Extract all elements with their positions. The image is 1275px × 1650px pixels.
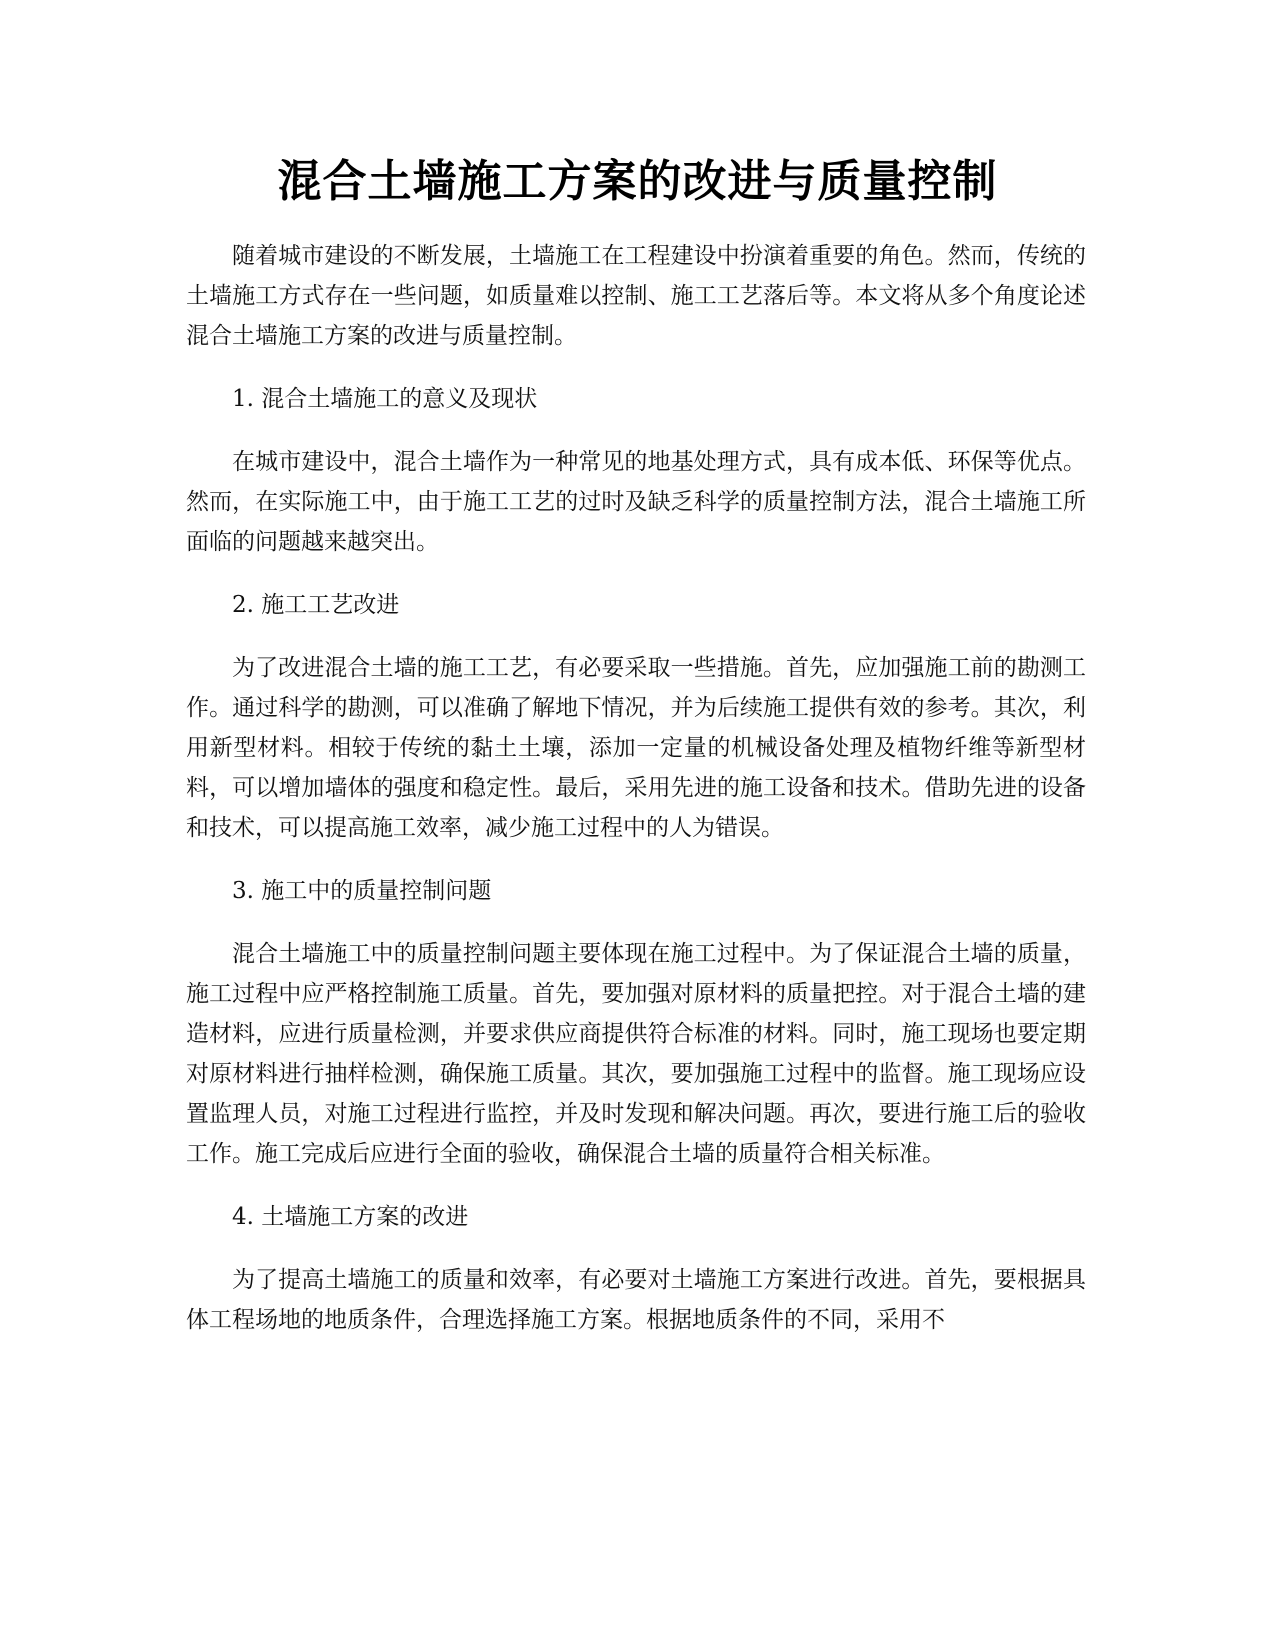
section-heading-3: 3. 施工中的质量控制问题 — [232, 878, 492, 904]
section-heading-1: 1. 混合土墙施工的意义及现状 — [232, 386, 538, 412]
document-body — [186, 236, 1086, 1363]
section-paragraph-1: 在城市建设中，混合土墙作为一种常见的地基处理方式，具有成本低、环保等优点。然而，在实际施工中，由于施工工艺的过时及缺乏科学的质量控制方法，混合土墙施工所面临的问题越来越突出。 — [186, 449, 1086, 555]
section-paragraph-3: 混合土墙施工中的质量控制问题主要体现在施工过程中。为了保证混合土墙的质量，施工过程中应严格控制施工质量。首先，要加强对原材料的质量把控。对于混合土墙的建造材料，应进行质量检测，并要求供应商提供符合标准的材料。同时，施工现场也要定期对原材料进行抽样检测，确保施工质量。其次，要加强施工过程中的监督。施工现场应设置监理人员，对施工过程进行监控，并及时发现和解决问题。再次，要进行施工后的验收工作。施工完成后应进行全面的验收，确保混合土墙的质量符合相关标准。 — [186, 941, 1086, 1167]
intro-paragraph: 随着城市建设的不断发展，土墙施工在工程建设中扮演着重要的角色。然而，传统的土墙施工方式存在一些问题，如质量难以控制、施工工艺落后等。本文将从多个角度论述混合土墙施工方案的改进与质量控制。 — [186, 243, 1086, 349]
section-heading-2: 2. 施工工艺改进 — [232, 592, 400, 618]
page-title: 混合土墙施工方案的改进与质量控制 — [277, 156, 998, 207]
section-heading-4: 4. 土墙施工方案的改进 — [232, 1204, 469, 1230]
section-paragraph-4: 为了提高土墙施工的质量和效率，有必要对土墙施工方案进行改进。首先，要根据具体工程场地的地质条件，合理选择施工方案。根据地质条件的不同，采用不 — [186, 1267, 1086, 1333]
section-paragraph-2: 为了改进混合土墙的施工工艺，有必要采取一些措施。首先，应加强施工前的勘测工作。通过科学的勘测，可以准确了解地下情况，并为后续施工提供有效的参考。其次，利用新型材料。相较于传统的黏土土壤，添加一定量的机械设备处理及植物纤维等新型材料，可以增加墙体的强度和稳定性。最后，采用先进的施工设备和技术。借助先进的设备和技术，可以提高施工效率，减少施工过程中的人为错误。 — [186, 655, 1086, 841]
